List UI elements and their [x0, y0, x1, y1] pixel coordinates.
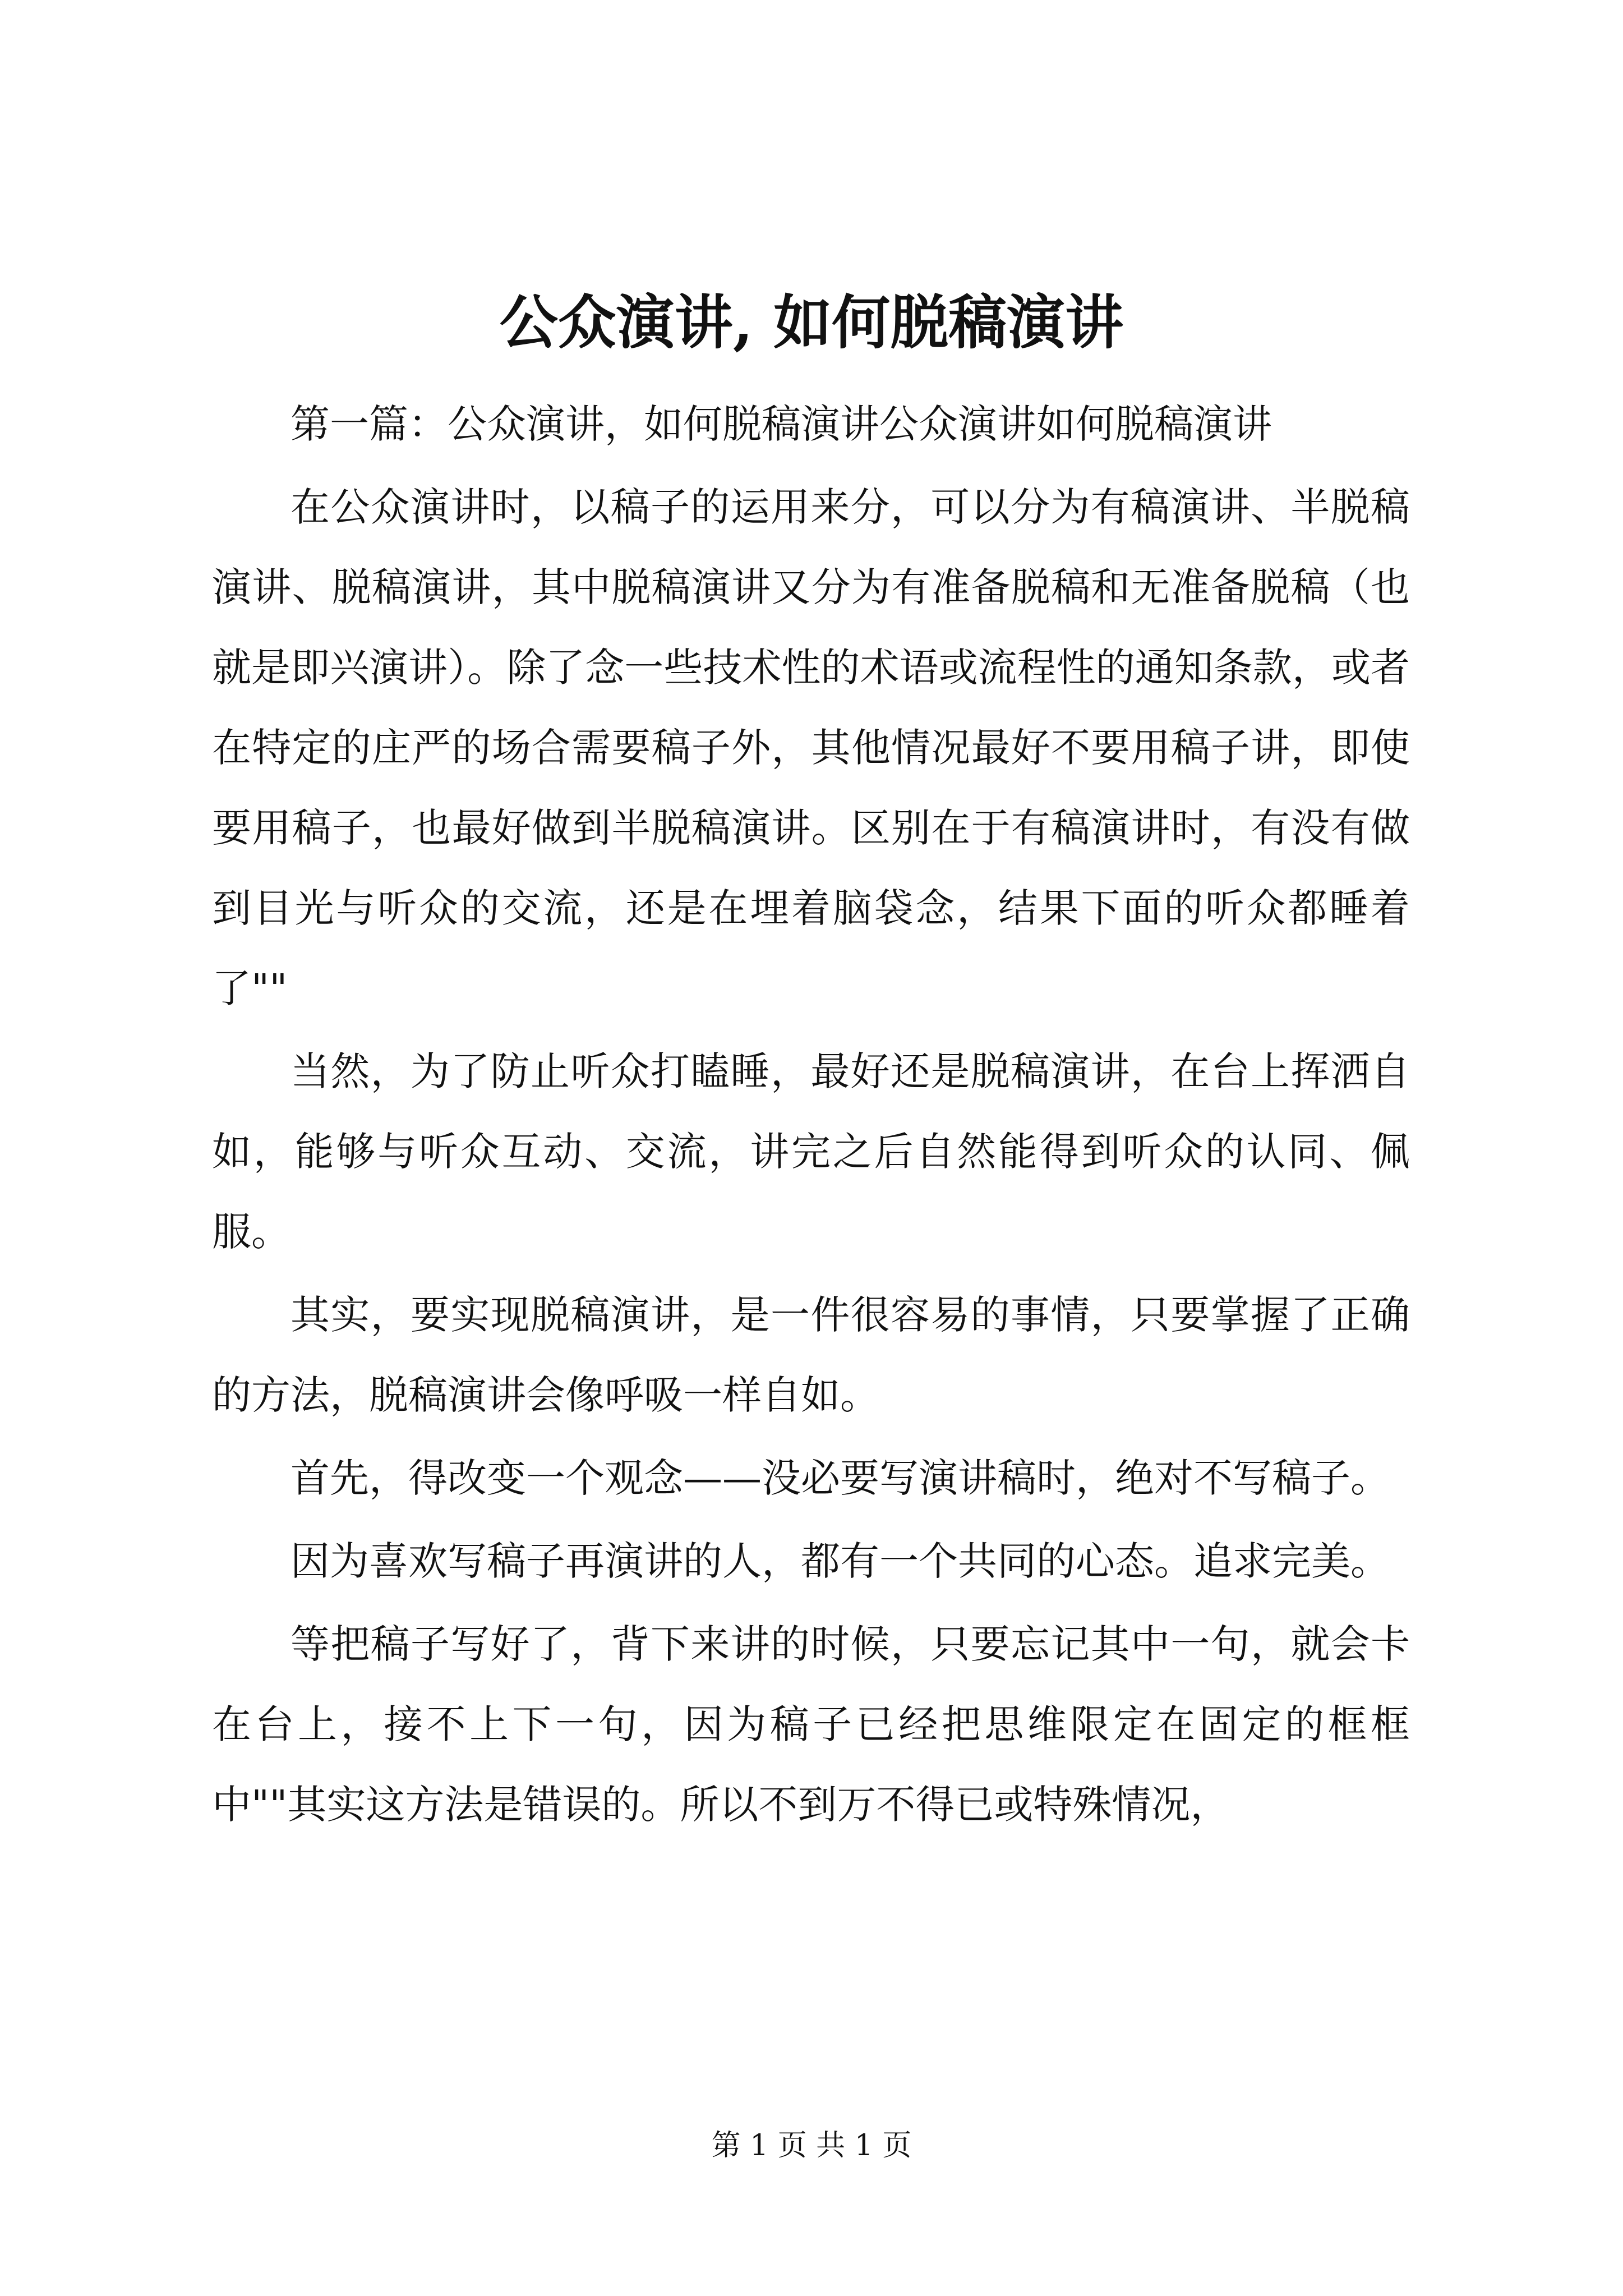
document-title: 公众演讲, 如何脱稿演讲 [499, 288, 1124, 357]
paragraph: 其实，要实现脱稿演讲，是一件很容易的事情，只要掌握了正确的方法，脱稿演讲会像呼吸一样自如。 [212, 1292, 1410, 1418]
paragraph: 首先，得改变一个观念——没必要写演讲稿时，绝对不写稿子。 [291, 1455, 1390, 1501]
paragraph: 第一篇：公众演讲，如何脱稿演讲公众演讲如何脱稿演讲 [291, 401, 1272, 447]
paragraph: 当然，为了防止听众打瞌睡，最好还是脱稿演讲，在台上挥洒自如，能够与听众互动、交流，讲完之后自然能得到听众的认同、佩服。 [212, 1048, 1410, 1255]
paragraph: 因为喜欢写稿子再演讲的人，都有一个共同的心态。追求完美。 [291, 1538, 1390, 1584]
page-footer: 第 1 页 共 1 页 [711, 2129, 912, 2162]
paragraph: 在公众演讲时，以稿子的运用来分，可以分为有稿演讲、半脱稿演讲、脱稿演讲，其中脱稿演讲又分为有准备脱稿和无准备脱稿（也就是即兴演讲）。除了念一些技术性的术语或流程性的通知条款，或者在特定的庄严的场合需要稿子外，其他情况最好不要用稿子讲，即使要用稿子，也最好做到半脱稿演讲。区别在于有稿演讲时，有没有做到目光与听众的交流，还是在埋着脑袋念，结果下面的听众都睡着了"" [212, 484, 1410, 1011]
document-body [212, 384, 1410, 1848]
paragraph: 等把稿子写好了，背下来讲的时候，只要忘记其中一句，就会卡在台上，接不上下一句，因为稿子已经把思维限定在固定的框框中""其实这方法是错误的。所以不到万不得已或特殊情况， [212, 1621, 1410, 1828]
